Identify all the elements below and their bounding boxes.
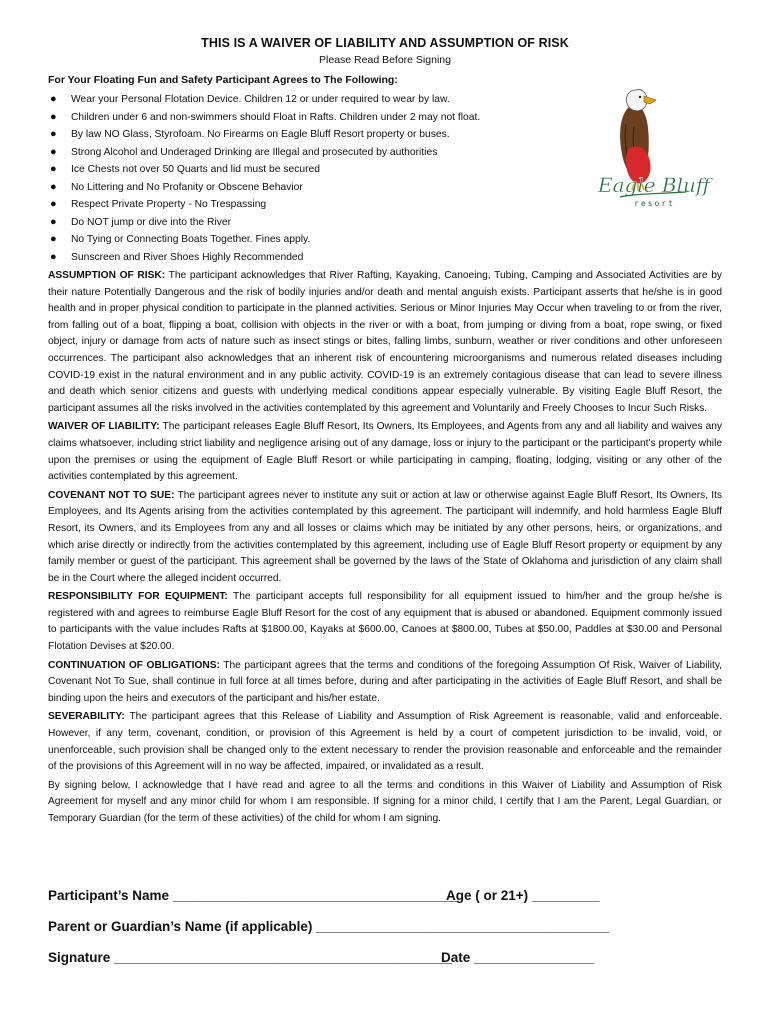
severability-text: The participant agrees that this Release of Liability and Assumption of Risk Agreement is reasonable, valid and enforceable. However, if any term, covenant, condition, or provision of this Agreement is held by a court of competent jurisdiction to be invalid, void, or unenforceable, such provision shall be changed only to the extent necessary to render the provision reasonable and enforceable and the remainder of the provisions of this Agreement will in no way be affected, impaired, or invalidated as a result. xyxy=(48,711,722,773)
bullet-icon: ● xyxy=(50,145,57,158)
rule-text: Respect Private Property - No Trespassing xyxy=(71,199,267,210)
rule-item xyxy=(48,249,588,267)
eagle-bluff-logo xyxy=(590,84,711,212)
continuation-heading: CONTINUATION OF OBLIGATIONS: xyxy=(48,659,220,671)
bullet-icon: ● xyxy=(50,233,57,245)
severability-paragraph xyxy=(48,709,722,775)
logo-tagline-text: resort xyxy=(634,199,675,208)
document-subtitle: Please Read Before Signing xyxy=(319,54,451,66)
rules-intro: For Your Floating Fun and Safety Participant Agrees to The Following: xyxy=(48,74,398,86)
rule-item xyxy=(48,161,588,179)
covenant-paragraph xyxy=(48,488,722,588)
rule-item xyxy=(48,214,588,232)
rule-item xyxy=(48,126,588,144)
waiver-text: The participant releases Eagle Bluff Resort, Its Owners, Its Employees, and Agents from any and all liability and waives any claims whatsoever, including strict liability and negligence arising out of any damage, loss or injury to the participant or the participant's property while upon the premises or using the equipment of Eagle Bluff Resort or while participating in camping, floating, lodging, visiting or any other of the activities contemplated by this agreement. xyxy=(48,421,722,483)
assumption-paragraph xyxy=(48,268,722,417)
participant-name-field[interactable]: Participant’s Name ______________________________________ xyxy=(48,888,459,903)
rule-text: Strong Alcohol and Underaged Drinking are Illegal and prosecuted by authorities xyxy=(71,146,438,158)
rule-item xyxy=(48,231,588,249)
logo-name-text: Eagle Bluff xyxy=(598,173,711,197)
waiver-paragraph xyxy=(48,419,722,485)
bullet-icon: ● xyxy=(50,163,57,175)
assumption-heading: ASSUMPTION OF RISK: xyxy=(48,270,166,281)
bullet-icon: ● xyxy=(50,110,57,123)
participant-name-row xyxy=(48,888,728,919)
date-field[interactable]: Date ________________ xyxy=(441,950,595,965)
severability-heading: SEVERABILITY: xyxy=(48,711,125,723)
assumption-text: The participant acknowledges that River Rafting, Kayaking, Canoeing, Tubing, Camping and Associated Activities are by their nature Potentially Dangerous and the risk of bodily injuries and/or death and mental anguish exists. Participant asserts that he/she is in good health and in proper physical condition to participate in the planned activities. Serious or Minor Injuries May Occur when traveling to or from the river, from falling out of a boat, flipping a boat, collision with objects in the river or with a boat, from jumping or diving from a boat, rope swing, or fixed object, injury or damage from acts of nature such as insect stings or bites, falling limbs, sunburn, weather or river conditions and other unforeseen occurrences. The participant also acknowledges that an inherent risk of encountering microorganisms and numerous related diseases including COVID-19 exist in the natural environment and in any public activity. COVID-19 is an extremely contagious disease that can lead to severe illness and death which senior citizens and guests with underlying medical conditions appear especially vulnerable. By visiting Eagle Bluff Resort, the participant assumes all the risks involved in the activities contemplated by this agreement and Voluntarily and Freely Chooses to Incur Such Risks. xyxy=(48,270,722,414)
rule-item xyxy=(48,144,588,162)
equipment-text: The participant accepts full responsibility for all equipment issued to him/her and the group he/she is registered with and agrees to reimburse Eagle Bluff Resort for the cost of any equipment that is abused or abandoned. Equipment commonly issued to participants with the value includes Rafts at $1800.00, Kayaks at $600.00, Canoes at $800.00, Tubes at $50.00, Paddles at $30.00 and Personal Flotation Devises at $20.00. xyxy=(48,591,722,653)
guardian-name-row xyxy=(48,919,728,950)
bullet-icon: ● xyxy=(50,128,57,140)
waiver-heading: WAIVER OF LIABILITY: xyxy=(48,421,160,433)
rule-text: Children under 6 and non-swimmers should Float in Rafts. Children under 2 may not float. xyxy=(71,111,481,123)
covenant-heading: COVENANT NOT TO SUE: xyxy=(48,489,175,501)
covenant-text: The participant agrees never to institute any suit or action at law or otherwise against Eagle Bluff Resort, Its Owners, Its Employees, and Its Agents arising from the activities contemplated by this agreement. The participant will indemnify, and hold harmless Eagle Bluff Resort, its Owners, and its Employees from any and all losses or claims which may be initiated by any other persons, heirs, or organizations, and which arise directly or indirectly from the activities contemplated by this agreement, including use of Eagle Bluff Resort property or equipment by any family member or guest of the participant. This agreement shall be governed by the laws of the State of Oklahoma and jurisdiction of any claim shall be in the Court where the alleged incident occurred. xyxy=(48,489,723,584)
acknowledgement-paragraph: By signing below, I acknowledge that I have read and agree to all the terms and conditions in this Waiver of Liability and Assumption of Risk Agreement for myself and any minor child for whom I am responsible. If signing for a minor child, I certify that I am the Parent, Legal Guardian, or Temporary Guardian (for the term of these activities) of the child for whom I am signing. xyxy=(48,779,722,824)
rule-item xyxy=(48,179,588,197)
eagle-beak-shape xyxy=(644,96,656,104)
waiver-body xyxy=(48,268,722,830)
rule-text: By law NO Glass, Styrofoam. No Firearms on Eagle Bluff Resort property or buses. xyxy=(71,129,450,140)
rule-text: Do NOT jump or dive into the River xyxy=(71,216,232,228)
equipment-paragraph xyxy=(48,589,722,655)
rule-text: Sunscreen and River Shoes Highly Recommended xyxy=(71,251,304,263)
bullet-icon: ● xyxy=(50,250,57,263)
rule-item xyxy=(48,196,588,214)
bullet-icon: ● xyxy=(50,180,57,193)
signature-field[interactable]: Signature _____________________________________________ xyxy=(48,950,452,965)
rule-text: No Littering and No Profanity or Obscene Behavior xyxy=(71,181,303,193)
continuation-text: The participant agrees that the terms and conditions of the foregoing Assumption Of Risk, Waiver of Liability, Covenant Not To Sue, shall continue in full force at all times before, during and after participating in the activities of Eagle Bluff Resort, and shall be binding upon the heirs and executors of the participant and his/her estate. xyxy=(48,659,723,704)
rule-text: Ice Chests not over 50 Quarts and lid must be secured xyxy=(71,164,320,175)
rule-item xyxy=(48,109,588,127)
equipment-heading: RESPONSIBILITY FOR EQUIPMENT: xyxy=(48,591,228,603)
bullet-icon: ● xyxy=(50,215,57,228)
rule-item xyxy=(48,91,588,109)
age-field[interactable]: Age ( or 21+) _________ xyxy=(446,888,600,903)
rule-text: Wear your Personal Flotation Device. Children 12 or under required to wear by law. xyxy=(71,94,450,105)
guardian-name-field[interactable]: Parent or Guardian’s Name (if applicable) _______________________________________ xyxy=(48,919,609,934)
rule-text: No Tying or Connecting Boats Together. Fines apply. xyxy=(71,234,311,245)
document-title: THIS IS A WAIVER OF LIABILITY AND ASSUMPTION OF RISK xyxy=(201,36,569,50)
rules-list xyxy=(48,91,588,266)
signature-block xyxy=(48,888,728,981)
bullet-icon: ● xyxy=(50,198,57,210)
signature-row xyxy=(48,950,728,981)
bullet-icon: ● xyxy=(50,93,57,105)
continuation-paragraph xyxy=(48,658,722,708)
